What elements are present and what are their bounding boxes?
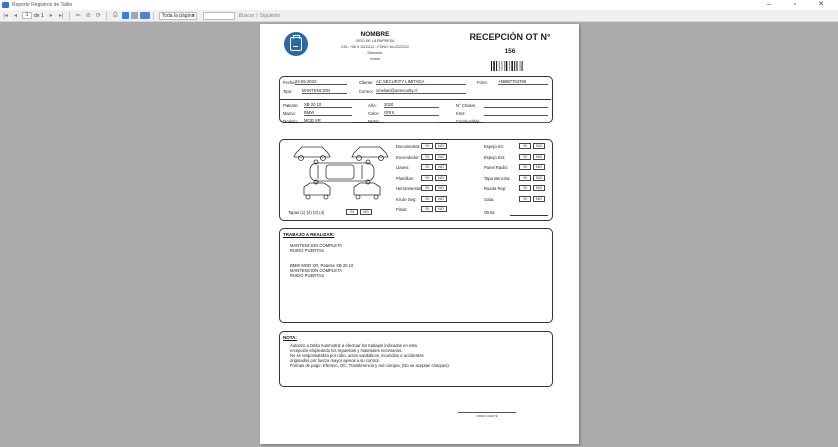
app-icon bbox=[2, 2, 9, 8]
stop-icon[interactable]: ⊘ bbox=[85, 13, 91, 19]
work-line: RUIDO PUERTAS bbox=[290, 248, 325, 253]
page-count: de 1 bbox=[34, 12, 44, 19]
checklist-item-label: Documentos: bbox=[396, 144, 421, 149]
company-address: Dirección bbox=[367, 51, 383, 55]
checklist-item-label: Tapa Bencina: bbox=[484, 175, 511, 181]
fecha-label: Fecha: bbox=[283, 80, 296, 85]
checklist-item-label: Espejo Ext: bbox=[484, 154, 506, 160]
si-box: SI bbox=[519, 164, 531, 170]
work-line: MANTENCION COMPLETA bbox=[290, 243, 343, 248]
page-setup-icon[interactable] bbox=[131, 12, 138, 19]
si-box: SI bbox=[519, 196, 531, 202]
combustible-value bbox=[484, 118, 548, 124]
tipo-value: MANTENCION bbox=[302, 88, 347, 94]
si-box: SI bbox=[519, 154, 531, 160]
checklist-item-label: Espejo Int: bbox=[484, 144, 504, 149]
work-line: BMW MOD XR, Patente XB 20 10 bbox=[290, 263, 354, 268]
work-line: RUIDO PUERTAS bbox=[290, 273, 325, 278]
no-box: NO bbox=[533, 143, 545, 149]
no-box: NO bbox=[435, 206, 447, 212]
last-page-icon[interactable]: ▸| bbox=[58, 13, 64, 19]
checklist-item-label: Panel Radio: bbox=[484, 165, 508, 170]
no-box: NO bbox=[533, 185, 545, 191]
checklist-box bbox=[279, 139, 553, 221]
company-email: correo bbox=[369, 57, 381, 61]
tipo-label: Tipo: bbox=[283, 89, 293, 94]
si-box: SI bbox=[519, 143, 531, 149]
toolbar-divider bbox=[153, 12, 154, 20]
signature-line bbox=[458, 412, 516, 413]
si-box: SI bbox=[421, 185, 433, 191]
search-separator: | bbox=[256, 12, 258, 19]
minimize-icon[interactable]: – bbox=[767, 1, 771, 8]
checklist-item-label: Herramientas: bbox=[396, 186, 423, 191]
window-controls bbox=[756, 0, 834, 10]
color-value: GRIS bbox=[384, 110, 439, 116]
barcode-icon bbox=[491, 61, 531, 71]
print-layout-icon[interactable] bbox=[122, 12, 129, 19]
si-box: SI bbox=[421, 206, 433, 212]
note-title: NOTA: bbox=[283, 335, 297, 340]
patente-label: Patente: bbox=[283, 103, 299, 108]
checklist-yes-no bbox=[421, 196, 447, 202]
company-business: GIRO DE LA EMPRESA bbox=[355, 39, 395, 43]
report-page bbox=[260, 24, 579, 444]
checklist-item-label: Kit de Seg: bbox=[396, 196, 417, 202]
checklist-yes-no bbox=[421, 143, 447, 149]
company-header bbox=[315, 31, 435, 62]
window-title: Reporte Registros de Taller bbox=[12, 2, 73, 8]
anio-label: Año: bbox=[368, 103, 377, 108]
no-box: NO bbox=[360, 209, 372, 215]
si-box: SI bbox=[519, 185, 531, 191]
fono-label: Fono: bbox=[477, 80, 488, 85]
report-viewer-toolbar bbox=[0, 10, 838, 22]
first-page-icon[interactable]: |◂ bbox=[3, 13, 8, 19]
kms-label: Kms: bbox=[456, 111, 466, 116]
si-box: SI bbox=[421, 154, 433, 160]
search-link[interactable]: Buscar bbox=[238, 12, 255, 19]
correo-value: cmelian@acsecurity.cl bbox=[376, 88, 466, 94]
toolbar-divider bbox=[106, 12, 107, 20]
checklist-yes-no bbox=[421, 206, 447, 212]
toolbar-divider bbox=[69, 12, 70, 20]
chasis-label: N° Chasis: bbox=[456, 103, 476, 108]
checklist-item-label: Encendedor: bbox=[396, 154, 420, 160]
chasis-value bbox=[484, 102, 548, 108]
car-diagram-icon bbox=[292, 143, 392, 201]
next-page-icon[interactable]: ▸ bbox=[49, 13, 53, 19]
patente-value: XB 20 10 bbox=[304, 102, 352, 108]
back-icon[interactable]: ⇐ bbox=[75, 13, 81, 19]
work-title: TRABAJO A REALIZAR: bbox=[283, 232, 335, 237]
marca-value: BMW bbox=[304, 110, 352, 116]
work-box bbox=[279, 228, 553, 323]
checklist-yes-no bbox=[519, 196, 545, 202]
checklist-item-label: Rueda Rep: bbox=[484, 186, 507, 191]
checklist-yes-no bbox=[421, 185, 447, 191]
checklist-yes-no bbox=[421, 175, 447, 181]
otros-label: Otros: bbox=[484, 210, 496, 215]
previous-page-icon[interactable]: ◂ bbox=[13, 13, 17, 19]
maximize-icon[interactable]: ▫ bbox=[793, 1, 797, 8]
checklist-yes-no bbox=[421, 164, 447, 170]
checklist-yes-no bbox=[519, 154, 545, 160]
cliente-value: AC SECURITY LIMITADA bbox=[376, 79, 466, 85]
cliente-label: Cliente: bbox=[359, 80, 374, 85]
no-box: NO bbox=[435, 196, 447, 202]
no-box: NO bbox=[435, 164, 447, 170]
checklist-item-label: Plumillas: bbox=[396, 175, 414, 181]
no-box: NO bbox=[435, 154, 447, 160]
note-line: recepción empleando los repuestos y materiales necesarios. bbox=[290, 348, 403, 353]
checklist-item-label: Llaves: bbox=[396, 165, 410, 170]
section-divider bbox=[280, 99, 551, 100]
marca-label: Marca: bbox=[283, 111, 296, 116]
si-box: SI bbox=[346, 209, 358, 215]
otros-line bbox=[510, 215, 548, 216]
checklist-item-label: Gata: bbox=[484, 196, 495, 202]
window-titlebar bbox=[0, 0, 838, 10]
refresh-icon[interactable]: ⟳ bbox=[95, 13, 101, 19]
company-name: NOMBRE bbox=[360, 31, 390, 38]
close-icon[interactable]: ✕ bbox=[818, 1, 824, 8]
si-box: SI bbox=[519, 175, 531, 181]
checklist-yes-no bbox=[519, 164, 545, 170]
note-line: No se responsabiliza por robo, actos vandálicos, incendios o accidentes bbox=[290, 353, 424, 358]
client-box bbox=[279, 76, 553, 123]
checklist-yes-no bbox=[519, 185, 545, 191]
page-number-input[interactable]: 1 bbox=[22, 12, 32, 19]
search-input[interactable] bbox=[203, 12, 235, 20]
checklist-yes-no bbox=[519, 143, 545, 149]
combustible-label: Combustible: bbox=[456, 118, 481, 124]
reception-title: RECEPCIÓN OT N° bbox=[469, 32, 551, 42]
no-box: NO bbox=[533, 175, 545, 181]
work-line: MANTENCION COMPLETA bbox=[290, 268, 343, 273]
color-label: Color: bbox=[368, 111, 380, 116]
note-line: Formas de pago: Efectivo, OC, Transferencia y red compra, (No se aceptan cheques). bbox=[290, 363, 450, 368]
checklist-yes-no bbox=[519, 175, 545, 181]
tapas-label: Tapas (1) (2) (3) (4) bbox=[288, 210, 325, 215]
export-icon[interactable] bbox=[140, 12, 150, 19]
checklist-item-label: Pisos: bbox=[396, 207, 408, 212]
company-phones: CEL: +56 9 11111111 - FONO: 64-2222222 bbox=[341, 45, 409, 49]
fono-value: +56987704789 bbox=[498, 79, 548, 85]
checklist-yes-no bbox=[421, 154, 447, 160]
next-link[interactable]: Siguiente bbox=[259, 12, 281, 19]
motor-label: Motor: bbox=[368, 118, 380, 124]
zoom-select[interactable]: Toda la página ▾ bbox=[159, 12, 197, 20]
si-box: SI bbox=[421, 164, 433, 170]
no-box: NO bbox=[533, 154, 545, 160]
print-icon[interactable]: ⎙ bbox=[112, 12, 118, 18]
si-box: SI bbox=[421, 196, 433, 202]
correo-label: Correo: bbox=[359, 89, 373, 94]
motor-value bbox=[384, 118, 439, 124]
clipboard-cart-logo-icon bbox=[284, 32, 308, 56]
no-box: NO bbox=[435, 143, 447, 149]
si-box: SI bbox=[421, 175, 433, 181]
si-box: SI bbox=[421, 143, 433, 149]
fecha-value: 24-06-2022 bbox=[295, 79, 347, 85]
tapas-yes-no bbox=[346, 209, 372, 215]
no-box: NO bbox=[533, 196, 545, 202]
kms-value bbox=[484, 110, 548, 116]
note-line: originados por fuerza mayor ajenos a su control. bbox=[290, 358, 380, 363]
no-box: NO bbox=[435, 185, 447, 191]
reception-number: 156 bbox=[504, 48, 516, 55]
note-box bbox=[279, 331, 553, 387]
no-box: NO bbox=[435, 175, 447, 181]
modelo-label: Modelo: bbox=[283, 118, 298, 124]
no-box: NO bbox=[533, 164, 545, 170]
anio-value: 2020 bbox=[384, 102, 439, 108]
note-line: Autorizo a Delta Automotriz a efectuar los trabajos indicados en esta bbox=[290, 343, 417, 348]
signature-label: FIRMA CLIENTE bbox=[476, 414, 498, 418]
modelo-value: MOD XR bbox=[304, 118, 352, 124]
